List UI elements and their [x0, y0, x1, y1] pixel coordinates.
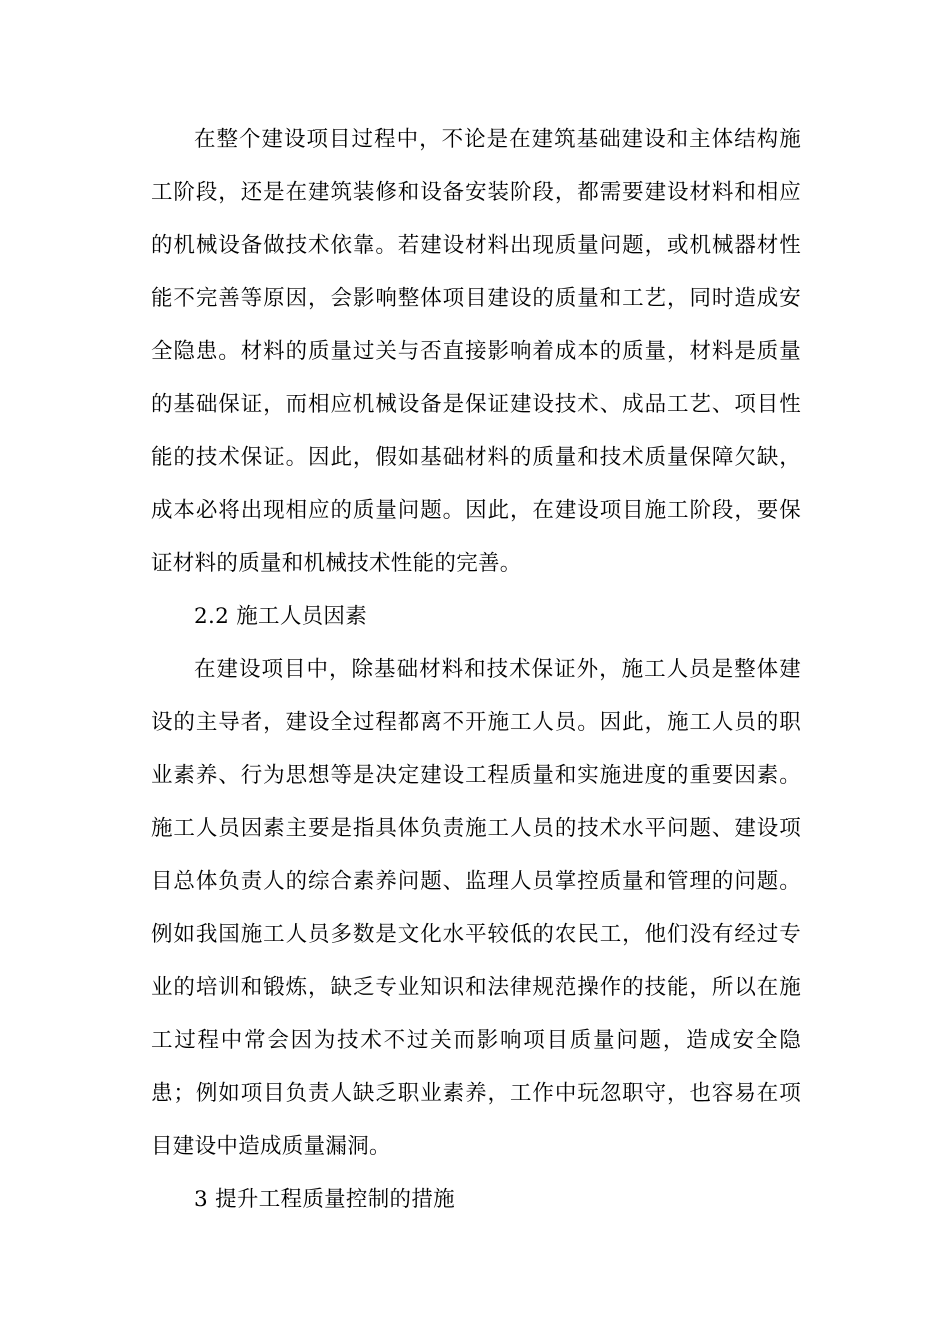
document-body [151, 113, 801, 1226]
paragraph-materials: 在整个建设项目过程中，不论是在建筑基础建设和主体结构施工阶段，还是在建筑装修和设备安装阶段，都需要建设材料和相应的机械设备做技术依靠。若建设材料出现质量问题，或机械器材性能不完善等原因，会影响整体项目建设的质量和工艺，同时造成安全隐患。材料的质量过关与否直接影响着成本的质量，材料是质量的基础保证，而相应机械设备是保证建设技术、成品工艺、项目性能的技术保证。因此，假如基础材料的质量和技术质量保障欠缺，成本必将出现相应的质量问题。因此，在建设项目施工阶段，要保证材料的质量和机械技术性能的完善。 [151, 127, 801, 576]
section-heading-3: 3 提升工程质量控制的措施 [194, 1187, 455, 1212]
paragraph-personnel: 在建设项目中，除基础材料和技术保证外，施工人员是整体建设的主导者，建设全过程都离不开施工人员。因此，施工人员的职业素养、行为思想等是决定建设工程质量和实施进度的重要因素。施工人员因素主要是指具体负责施工人员的技术水平问题、建设项目总体负责人的综合素养问题、监理人员掌控质量和管理的问题。例如我国施工人员多数是文化水平较低的农民工，他们没有经过专业的培训和锻炼，缺乏专业知识和法律规范操作的技能，所以在施工过程中常会因为技术不过关而影响项目质量问题，造成安全隐患；例如项目负责人缺乏职业素养，工作中玩忽职守，也容易在项目建设中造成质量漏洞。 [151, 657, 801, 1159]
section-heading-2-2: 2.2 施工人员因素 [194, 604, 368, 629]
